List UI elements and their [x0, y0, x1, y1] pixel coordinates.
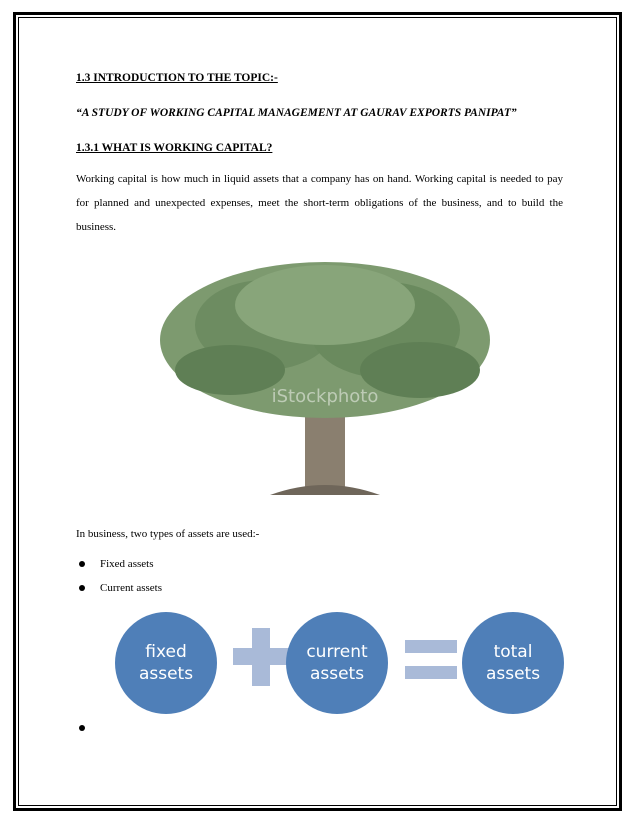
bullet-icon	[79, 585, 85, 591]
bullet-label: Current assets	[100, 582, 163, 594]
total-assets-circle	[462, 612, 564, 714]
empty-bullet-icon	[79, 725, 85, 731]
equals-icon-bar	[405, 666, 457, 679]
assets-list	[76, 552, 162, 600]
section-heading: 1.3 INTRODUCTION TO THE TOPIC:-	[76, 72, 278, 84]
working-capital-paragraph: Working capital is how much in liquid assets that a company has on hand. Working capital is needed to pay for planned and unexpected expenses, meet the short-term obligations of the business, and to build the business.	[76, 173, 563, 233]
study-title: “A STUDY OF WORKING CAPITAL MANAGEMENT AT GAURAV EXPORTS PANIPAT”	[76, 107, 517, 119]
list-item	[76, 576, 162, 600]
current-assets-circle	[286, 612, 388, 714]
circle-label: current assets	[306, 642, 368, 684]
circle-label: total assets	[485, 642, 541, 684]
assets-intro: In business, two types of assets are used:-	[76, 528, 260, 540]
tree-base	[270, 485, 380, 495]
money-tree-image	[150, 250, 495, 505]
bullet-icon	[79, 561, 85, 567]
list-item	[76, 552, 162, 576]
watermark-text: iStockphoto	[271, 386, 379, 407]
subsection-heading: 1.3.1 WHAT IS WORKING CAPITAL?	[76, 142, 273, 154]
bullet-label: Fixed assets	[100, 558, 154, 570]
fixed-assets-circle	[115, 612, 217, 714]
plus-icon-bar	[233, 648, 289, 665]
circle-label: fixed assets	[138, 642, 194, 684]
equals-icon	[405, 640, 457, 653]
